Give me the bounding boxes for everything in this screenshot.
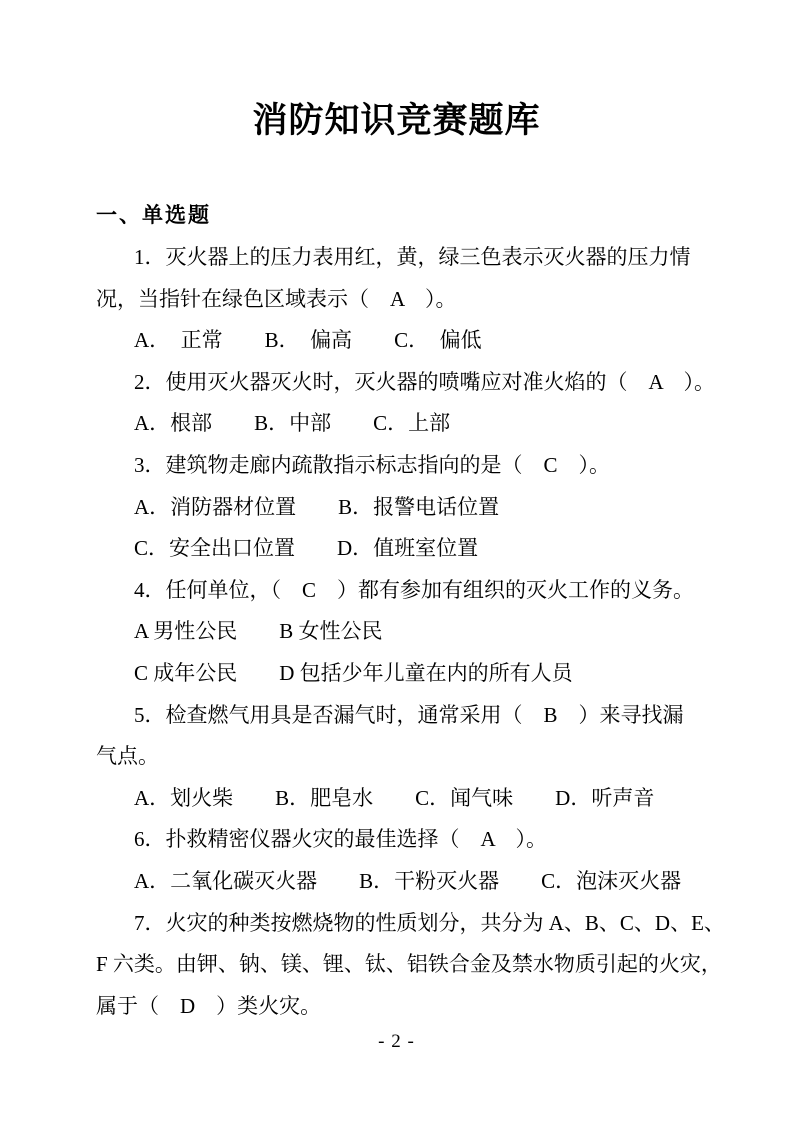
text-line: F 六类。由钾、钠、镁、锂、钛、铝铁合金及禁水物质引起的火灾， bbox=[96, 952, 722, 977]
text-line: A．划火柴 B．肥皂水 C．闻气味 D．听声音 bbox=[134, 785, 655, 810]
text-line: 2．使用灭火器灭火时，灭火器的喷嘴应对准火焰的（ A ）。 bbox=[134, 369, 716, 394]
text-line: 4．任何单位，（ C ）都有参加有组织的灭火工作的义务。 bbox=[134, 577, 695, 602]
text-line: 气点。 bbox=[96, 744, 159, 769]
text-line: 5．检查燃气用具是否漏气时，通常采用（ B ）来寻找漏 bbox=[134, 702, 684, 727]
text-line: 6．扑救精密仪器火灾的最佳选择（ A ）。 bbox=[134, 827, 548, 852]
text-line: A．消防器材位置 B．报警电话位置 bbox=[134, 494, 500, 519]
text-line: C．安全出口位置 D．值班室位置 bbox=[134, 536, 479, 561]
text-line: 况，当指针在绿色区域表示（ A ）。 bbox=[96, 286, 457, 311]
text-line: A． 正常 B． 偏高 C． 偏低 bbox=[134, 328, 482, 353]
question-list bbox=[96, 237, 725, 1027]
text-line: 7．火灾的种类按燃烧物的性质划分，共分为 A、B、C、D、E、 bbox=[134, 910, 725, 935]
text-line: C 成年公民 D 包括少年儿童在内的所有人员 bbox=[134, 660, 573, 685]
section-heading: 一、单选题 bbox=[96, 203, 211, 227]
document-title: 消防知识竞赛题库 bbox=[252, 101, 541, 140]
text-line: A．二氧化碳灭火器 B．干粉灭火器 C．泡沫灭火器 bbox=[134, 868, 682, 893]
text-line: 1．灭火器上的压力表用红，黄，绿三色表示灭火器的压力情 bbox=[134, 245, 691, 269]
text-line: 属于（ D ）类火灾。 bbox=[96, 993, 322, 1018]
text-line: A．根部 B．中部 C．上部 bbox=[134, 411, 451, 436]
page-number: - 2 - bbox=[378, 1031, 415, 1052]
text-line: 3．建筑物走廊内疏散指示标志指向的是（ C ）。 bbox=[134, 452, 611, 477]
text-line: A 男性公民 B 女性公民 bbox=[134, 619, 383, 644]
